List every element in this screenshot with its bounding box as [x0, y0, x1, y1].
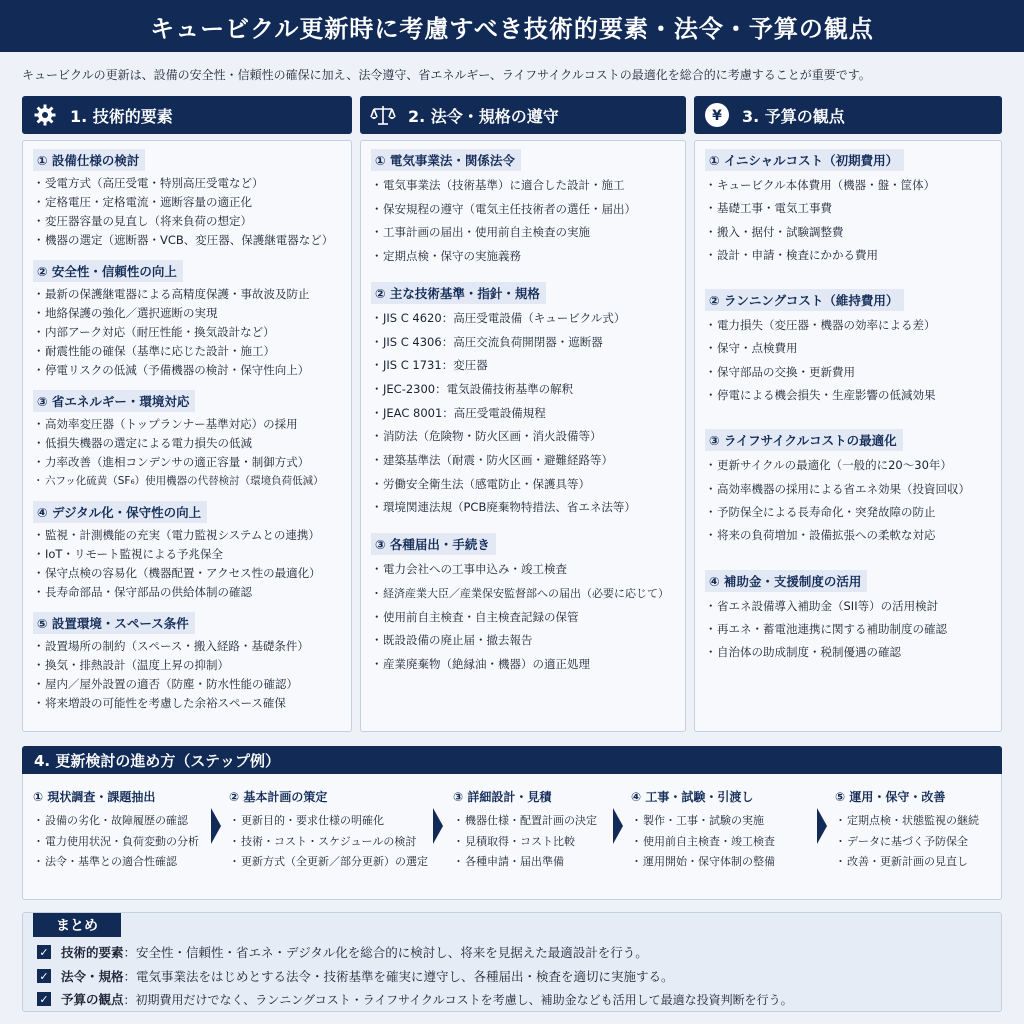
list-item: ・ 使用前自主検査・竣工検査	[631, 832, 811, 853]
list-item: ・ IoT・リモート監視による予兆保全	[33, 545, 341, 564]
list-item: ・ 屋内／屋外設置の適否（防塵・防水性能の確認）	[33, 675, 341, 694]
step-title: ③ 詳細設計・見積	[453, 790, 552, 804]
summary-key: 予算の観点	[61, 992, 124, 1007]
list-item: ・ 長寿命部品・保守部品の供給体制の確認	[33, 583, 341, 602]
column-body	[22, 140, 352, 732]
list-item: ・ 機器仕様・配置計画の決定	[453, 811, 623, 832]
step-2	[229, 788, 429, 873]
list-item: ・ 環境関連法規（PCB廃棄物特措法、省エネ法等）	[371, 496, 675, 520]
chevron-right-icon	[211, 808, 221, 844]
list-item: ・ 高効率機器の採用による省エネ効果（投資回収）	[705, 478, 991, 501]
list-item: ・ 電力損失（変圧器・機器の効率による差）	[705, 314, 991, 337]
step-title: ④ 工事・試験・引渡し	[631, 790, 754, 804]
list-item: ・ 設備の劣化・故障履歴の確認	[33, 811, 213, 832]
section	[371, 149, 675, 269]
column-header	[360, 96, 686, 134]
list-item: ・ 経済産業大臣／産業保安監督部への届出（必要に応じて）	[371, 582, 675, 606]
list-item: ・ 地絡保護の強化／選択遮断の実現	[33, 304, 341, 323]
list-item: ・ 更新方式（全更新／部分更新）の選定	[229, 852, 429, 873]
step-3	[453, 788, 623, 873]
list-item: ・ 低損失機器の選定による電力損失の低減	[33, 434, 341, 453]
section	[371, 282, 675, 520]
section	[705, 429, 991, 547]
list-item: ・ キュービクル本体費用（機器・盤・筐体）	[705, 174, 991, 197]
list-item: ・ 変圧器容量の見直し（将来負荷の想定）	[33, 212, 341, 231]
list-item: ・ 産業廃棄物（絶縁油・機器）の適正処理	[371, 653, 675, 677]
section	[33, 260, 341, 380]
steps-panel	[22, 774, 1002, 900]
column-header	[694, 96, 1002, 134]
list-item: ・ 六フッ化硫黄（SF₆）使用機器の代替検討（環境負荷低減）	[33, 472, 341, 491]
list-item: ・ JIS C 4620：高圧受電設備（キュービクル式）	[371, 307, 675, 331]
list-item: ・ 監視・計測機能の充実（電力監視システムとの連携）	[33, 526, 341, 545]
summary-key: 法令・規格	[61, 969, 124, 984]
list-item: ・ 停電による機会損失・生産影響の低減効果	[705, 384, 991, 407]
list-item: ・ 電力使用状況・負荷変動の分析	[33, 832, 213, 853]
column-body	[694, 140, 1002, 732]
step-title: ⑤ 運用・保守・改善	[835, 790, 946, 804]
section-title: ② ランニングコスト（維持費用）	[705, 289, 904, 311]
list-item: ・ 電気事業法（技術基準）に適合した設計・施工	[371, 174, 675, 198]
section	[705, 570, 991, 665]
list-item: ・ 停電リスクの低減（予備機器の検討・保守性向上）	[33, 361, 341, 380]
summary-panel	[22, 912, 1002, 1012]
section-title: ④ デジタル化・保守性の向上	[33, 501, 207, 523]
list-item: ・ 技術・コスト・スケジュールの検討	[229, 832, 429, 853]
list-item: ・ 設置場所の制約（スペース・搬入経路・基礎条件）	[33, 637, 341, 656]
list-item: ・ 搬入・据付・試験調整費	[705, 221, 991, 244]
section	[33, 149, 341, 250]
section-title: ① 設備仕様の検討	[33, 149, 145, 171]
list-item: ・ 換気・排熱設計（温度上昇の抑制）	[33, 656, 341, 675]
section	[33, 501, 341, 602]
section-title: ④ 補助金・支援制度の活用	[705, 570, 867, 592]
list-item: ・ 定期点検・保守の実施義務	[371, 245, 675, 269]
checkbox-icon: ✓	[37, 969, 51, 983]
list-item: ・ 最新の保護継電器による高精度保護・事故波及防止	[33, 285, 341, 304]
step-title: ② 基本計画の策定	[229, 790, 328, 804]
list-item: ・ 見積取得・コスト比較	[453, 832, 623, 853]
summary-key: 技術的要素	[61, 945, 124, 960]
section-title: ① イニシャルコスト（初期費用）	[705, 149, 904, 171]
checkbox-icon: ✓	[37, 945, 51, 959]
list-item: ・ 将来の負荷増加・設備拡張への柔軟な対応	[705, 524, 991, 547]
list-item: ・ 自治体の助成制度・税制優遇の確認	[705, 641, 991, 664]
summary-label: まとめ	[33, 913, 121, 937]
section-title: ② 主な技術基準・指針・規格	[371, 282, 546, 304]
steps-title: 4. 更新検討の進め方（ステップ例）	[22, 746, 1002, 774]
list-item: ・ 定格電圧・定格電流・遮断容量の適正化	[33, 193, 341, 212]
list-item: ・ 運用開始・保守体制の整備	[631, 852, 811, 873]
column-technical	[22, 96, 352, 732]
list-item: ・ 工事計画の届出・使用前自主検査の実施	[371, 221, 675, 245]
list-item: ・ 機器の選定（遮断器・VCB、変圧器、保護継電器など）	[33, 231, 341, 250]
summary-text: ：初期費用だけでなく、ランニングコスト・ライフサイクルコストを考慮し、補助金なども活用して最適な投資判断を行う。	[123, 992, 793, 1007]
section	[705, 289, 991, 407]
column-legal	[360, 96, 686, 732]
list-item: ・ 更新サイクルの最適化（一般的に20〜30年）	[705, 454, 991, 477]
page-title: キュービクル更新時に考慮すべき技術的要素・法令・予算の観点	[0, 0, 1024, 52]
list-item: ・ 内部アーク対応（耐圧性能・換気設計など）	[33, 323, 341, 342]
step-1	[33, 788, 213, 873]
yen-glyph: ¥	[712, 108, 722, 124]
list-item: ・ 将来増設の可能性を考慮した余裕スペース確保	[33, 694, 341, 713]
section-title: ③ 各種届出・手続き	[371, 533, 496, 555]
list-item: ・ データに基づく予防保全	[835, 832, 999, 853]
list-item: ・ 製作・工事・試験の実施	[631, 811, 811, 832]
list-item: ・ JIS C 1731：変圧器	[371, 354, 675, 378]
gear-icon	[32, 102, 58, 128]
column-title: 2. 法令・規格の遵守	[408, 106, 559, 126]
list-item: ・ 各種申請・届出準備	[453, 852, 623, 873]
list-item: ・ 既設設備の廃止届・撤去報告	[371, 629, 675, 653]
section-title: ③ ライフサイクルコストの最適化	[705, 429, 903, 451]
column-body	[360, 140, 686, 732]
list-item: ・ JEAC 8001：高圧受電設備規程	[371, 402, 675, 426]
list-item: ・ 予防保全による長寿命化・突発故障の防止	[705, 501, 991, 524]
section	[33, 612, 341, 713]
list-item: ・ 力率改善（進相コンデンサの適正容量・制御方式）	[33, 453, 341, 472]
list-item: ・ 定期点検・状態監視の継続	[835, 811, 999, 832]
column-budget	[694, 96, 1002, 732]
summary-text: ：電気事業法をはじめとする法令・技術基準を確実に遵守し、各種届出・検査を適切に実施する。	[123, 969, 674, 984]
step-title: ① 現状調査・課題抽出	[33, 790, 156, 804]
checkbox-icon: ✓	[37, 992, 51, 1006]
list-item: ・ 保安規程の遵守（電気主任技術者の選任・届出）	[371, 198, 675, 222]
section-title: ② 安全性・信頼性の向上	[33, 260, 183, 282]
column-title: 3. 予算の観点	[742, 106, 845, 126]
step-5	[835, 788, 999, 873]
section	[371, 533, 675, 677]
list-item: ・ 保守点検の容易化（機器配置・アクセス性の最適化）	[33, 564, 341, 583]
chevron-right-icon	[613, 808, 623, 844]
list-item: ・ 法令・基準との適合性確認	[33, 852, 213, 873]
list-item: ・ 電力会社への工事申込み・竣工検査	[371, 558, 675, 582]
summary-text: ：安全性・信頼性・省エネ・デジタル化を総合的に検討し、将来を見据えた最適設計を行う。	[123, 945, 648, 960]
list-item: ・ 消防法（危険物・防火区画・消火設備等）	[371, 425, 675, 449]
section	[705, 149, 991, 267]
list-item: ・ 保守部品の交換・更新費用	[705, 361, 991, 384]
chevron-right-icon	[817, 808, 827, 844]
list-item: ・ 高効率変圧器（トップランナー基準対応）の採用	[33, 415, 341, 434]
list-item: ・ 改善・更新計画の見直し	[835, 852, 999, 873]
column-title: 1. 技術的要素	[70, 106, 173, 126]
summary-row	[37, 990, 793, 1008]
summary-row	[37, 943, 648, 961]
section-title: ⑤ 設置環境・スペース条件	[33, 612, 195, 634]
list-item: ・ 耐震性能の確保（基準に応じた設計・施工）	[33, 342, 341, 361]
list-item: ・ JIS C 4306：高圧交流負荷開閉器・遮断器	[371, 331, 675, 355]
list-item: ・ 受電方式（高圧受電・特別高圧受電など）	[33, 174, 341, 193]
scale-icon	[370, 102, 396, 128]
chevron-right-icon	[433, 808, 443, 844]
list-item: ・ 使用前自主検査・自主検査記録の保管	[371, 606, 675, 630]
summary-row	[37, 967, 674, 985]
section-title: ① 電気事業法・関係法令	[371, 149, 521, 171]
list-item: ・ 保守・点検費用	[705, 337, 991, 360]
yen-icon	[704, 102, 730, 128]
list-item: ・ 労働安全衛生法（感電防止・保護具等）	[371, 473, 675, 497]
list-item: ・ JEC-2300：電気設備技術基準の解釈	[371, 378, 675, 402]
list-item: ・ 再エネ・蓄電池連携に関する補助制度の確認	[705, 618, 991, 641]
list-item: ・ 省エネ設備導入補助金（SII等）の活用検討	[705, 595, 991, 618]
section	[33, 390, 341, 491]
list-item: ・ 基礎工事・電気工事費	[705, 197, 991, 220]
list-item: ・ 更新目的・要求仕様の明確化	[229, 811, 429, 832]
list-item: ・ 設計・申請・検査にかかる費用	[705, 244, 991, 267]
list-item: ・ 建築基準法（耐震・防火区画・避難経路等）	[371, 449, 675, 473]
section-title: ③ 省エネルギー・環境対応	[33, 390, 195, 412]
step-4	[631, 788, 811, 873]
intro-text: キュービクルの更新は、設備の安全性・信頼性の確保に加え、法令遵守、省エネルギー、ライフサイクルコストの最適化を総合的に考慮することが重要です。	[22, 68, 871, 82]
column-header	[22, 96, 352, 134]
